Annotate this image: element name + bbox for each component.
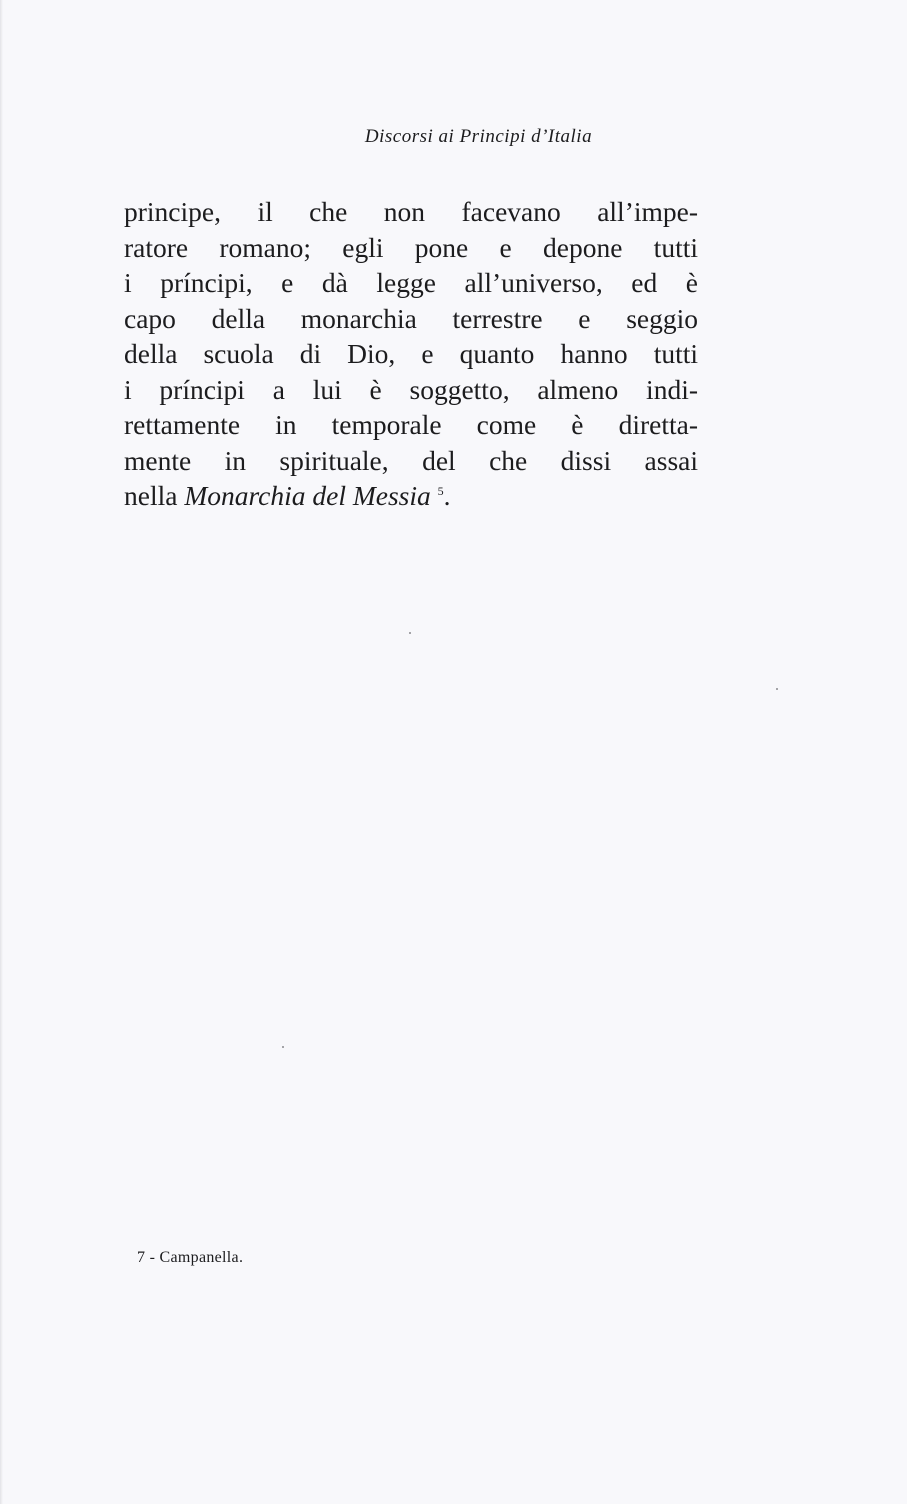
text-line-1: principe, il che non facevano all’impe- bbox=[124, 196, 698, 227]
last-line-prefix: nella bbox=[124, 480, 185, 511]
running-title: Discorsi ai Principi d’Italia bbox=[364, 126, 593, 147]
paper-speck bbox=[776, 688, 778, 690]
text-line-2: ratore romano; egli pone e depone tutti bbox=[124, 231, 698, 263]
text-line-7: rettamente in temporale come è diretta- bbox=[124, 409, 698, 440]
last-line-suffix: . bbox=[443, 480, 451, 511]
text-line-4: capo della monarchia terrestre e seggio bbox=[124, 302, 698, 334]
text-line-3: i príncipi, e dà legge all’universo, ed è bbox=[124, 267, 698, 298]
paper-speck bbox=[409, 632, 411, 634]
book-title-italic: Monarchia del Messia bbox=[184, 480, 431, 511]
text-line-6: i príncipi a lui è soggetto, almeno indi- bbox=[124, 373, 698, 405]
text-line-8: mente in spirituale, del che dissi assai bbox=[124, 444, 698, 476]
signature-mark: 7 - Campanella. bbox=[137, 1249, 244, 1266]
footnote-reference: 5 bbox=[437, 483, 444, 498]
body-text bbox=[124, 194, 698, 514]
text-line-9 bbox=[124, 478, 698, 514]
paper-speck bbox=[282, 1046, 284, 1048]
text-line-5: della scuola di Dio, e quanto hanno tutti bbox=[124, 338, 698, 369]
page-edge-shadow bbox=[0, 0, 3, 1504]
